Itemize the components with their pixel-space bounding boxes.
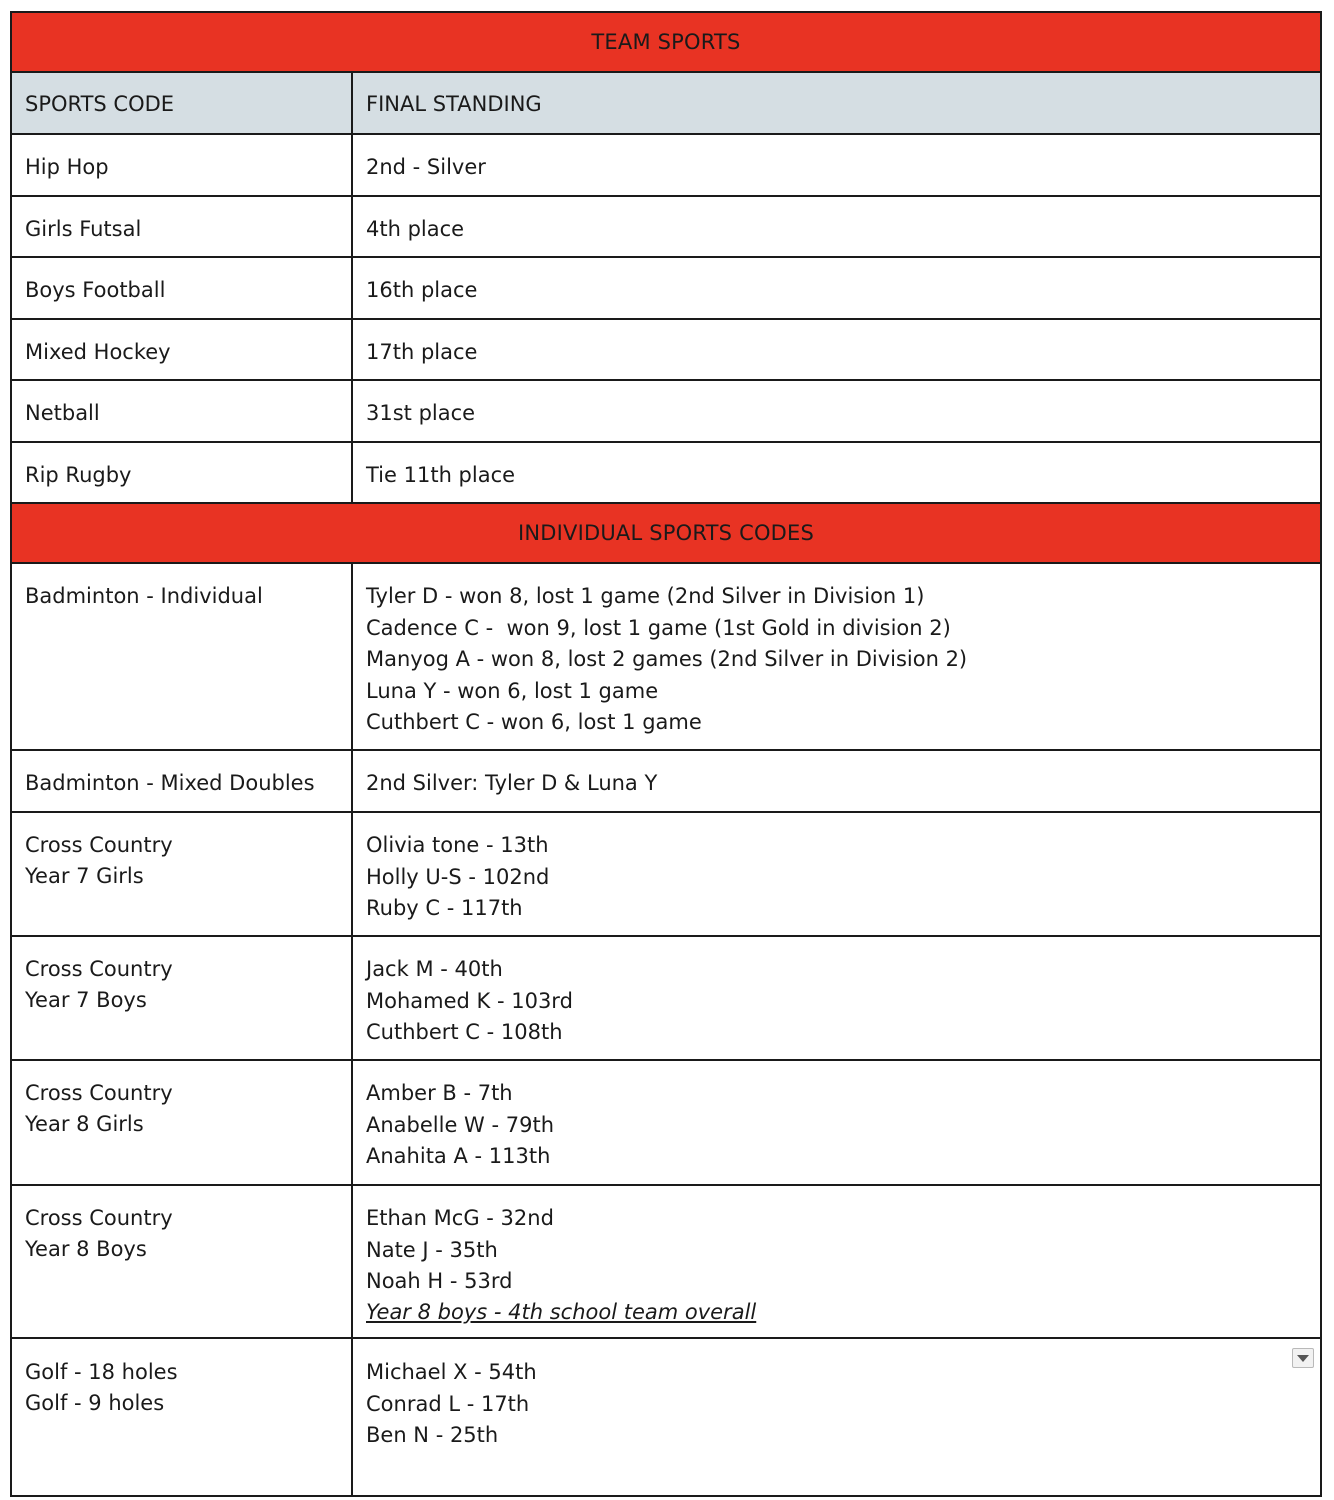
standing-cell: 4th place bbox=[366, 217, 465, 241]
standing-cell: 31st place bbox=[366, 401, 476, 425]
result-line: 2nd Silver: Tyler D & Luna Y bbox=[366, 771, 658, 795]
sports-code-cell: Girls Futsal bbox=[12, 197, 353, 256]
team-sports-title: TEAM SPORTS bbox=[591, 30, 741, 54]
sports-code-line: Year 7 Girls bbox=[25, 864, 144, 888]
sports-code-line: Year 8 Boys bbox=[25, 1237, 147, 1261]
chevron-down-icon[interactable] bbox=[1292, 1348, 1314, 1368]
table-row bbox=[12, 1061, 1320, 1186]
team-sports-banner bbox=[12, 13, 1320, 73]
table-row bbox=[12, 197, 1320, 258]
results-cell bbox=[353, 937, 1320, 1059]
sports-code-cell bbox=[12, 751, 353, 811]
result-line: Amber B - 7th bbox=[366, 1081, 513, 1105]
result-line: Nate J - 35th bbox=[366, 1237, 498, 1262]
result-line: Anabelle W - 79th bbox=[366, 1112, 555, 1137]
table-row bbox=[12, 937, 1320, 1061]
sports-code-line: Cross Country bbox=[25, 1081, 173, 1105]
individual-sports-banner bbox=[12, 504, 1320, 564]
sports-code-cell: Rip Rugby bbox=[12, 443, 353, 502]
table-row bbox=[12, 1339, 1320, 1495]
table-row bbox=[12, 135, 1320, 197]
sports-code-line: Cross Country bbox=[25, 833, 173, 857]
sports-code-cell: Mixed Hockey bbox=[12, 320, 353, 379]
result-line: Conrad L - 17th bbox=[366, 1391, 530, 1416]
results-cell bbox=[353, 564, 1320, 749]
table-row bbox=[12, 258, 1320, 320]
table-row bbox=[12, 1186, 1320, 1339]
standing-cell: 17th place bbox=[366, 340, 478, 364]
sports-code-line: Badminton - Mixed Doubles bbox=[25, 771, 315, 795]
column-header-row bbox=[12, 73, 1320, 135]
sports-code-cell: Boys Football bbox=[12, 258, 353, 318]
sports-code-cell bbox=[12, 1339, 353, 1495]
sports-code-cell: Netball bbox=[12, 381, 353, 441]
sports-code-line: Year 7 Boys bbox=[25, 988, 147, 1012]
table-row bbox=[12, 320, 1320, 381]
header-sports-code: SPORTS CODE bbox=[12, 73, 353, 133]
result-line: Ben N - 25th bbox=[366, 1423, 499, 1447]
table-row bbox=[12, 813, 1320, 937]
result-line: Cuthbert C - won 6, lost 1 game bbox=[366, 710, 702, 734]
table-row bbox=[12, 751, 1320, 813]
individual-sports-title: INDIVIDUAL SPORTS CODES bbox=[517, 521, 815, 545]
sports-code-line: Golf - 18 holes bbox=[25, 1360, 178, 1384]
standing-cell: Tie 11th place bbox=[366, 463, 516, 487]
sports-code-line: Cross Country bbox=[25, 957, 173, 981]
standing-cell: 2nd - Silver bbox=[366, 155, 486, 179]
results-cell bbox=[353, 1339, 1320, 1495]
result-line: Olivia tone - 13th bbox=[366, 833, 549, 857]
sports-code-line: Year 8 Girls bbox=[25, 1112, 144, 1136]
table-row bbox=[12, 443, 1320, 504]
result-line: Ethan McG - 32nd bbox=[366, 1206, 554, 1230]
sports-code-cell bbox=[12, 937, 353, 1059]
result-line: Mohamed K - 103rd bbox=[366, 988, 573, 1013]
results-cell bbox=[353, 1061, 1320, 1184]
sports-code-cell bbox=[12, 1061, 353, 1184]
result-line: Cuthbert C - 108th bbox=[366, 1020, 563, 1044]
result-line: Cadence C - won 9, lost 1 game (1st Gold in division 2) bbox=[366, 615, 951, 640]
sports-code-cell bbox=[12, 564, 353, 749]
result-line: Noah H - 53rd bbox=[366, 1269, 513, 1293]
result-line: Anahita A - 113th bbox=[366, 1144, 551, 1168]
sports-code-cell bbox=[12, 813, 353, 935]
table-row bbox=[12, 564, 1320, 751]
result-line: Michael X - 54th bbox=[366, 1360, 537, 1384]
result-line: Manyog A - won 8, lost 2 games (2nd Silver in Division 2) bbox=[366, 647, 968, 671]
results-cell bbox=[353, 1186, 1320, 1337]
sports-code-line: Badminton - Individual bbox=[25, 584, 263, 608]
sports-code-line: Golf - 9 holes bbox=[25, 1391, 165, 1415]
sports-code-cell bbox=[12, 1186, 353, 1337]
table-row bbox=[12, 381, 1320, 443]
result-line: Tyler D - won 8, lost 1 game (2nd Silver in Division 1) bbox=[366, 584, 925, 608]
results-cell bbox=[353, 813, 1320, 935]
results-cell bbox=[353, 751, 1320, 811]
result-line: Ruby C - 117th bbox=[366, 896, 523, 920]
team-overall-note: Year 8 boys - 4th school team overall bbox=[366, 1299, 757, 1324]
result-line: Jack M - 40th bbox=[366, 957, 503, 981]
sports-code-line: Cross Country bbox=[25, 1206, 173, 1230]
result-line: Luna Y - won 6, lost 1 game bbox=[366, 678, 659, 703]
sports-results-table bbox=[10, 11, 1322, 1497]
standing-cell: 16th place bbox=[366, 278, 478, 302]
result-line: Holly U-S - 102nd bbox=[366, 864, 550, 889]
header-final-standing: FINAL STANDING bbox=[366, 92, 542, 116]
sports-code-cell: Hip Hop bbox=[12, 135, 353, 195]
